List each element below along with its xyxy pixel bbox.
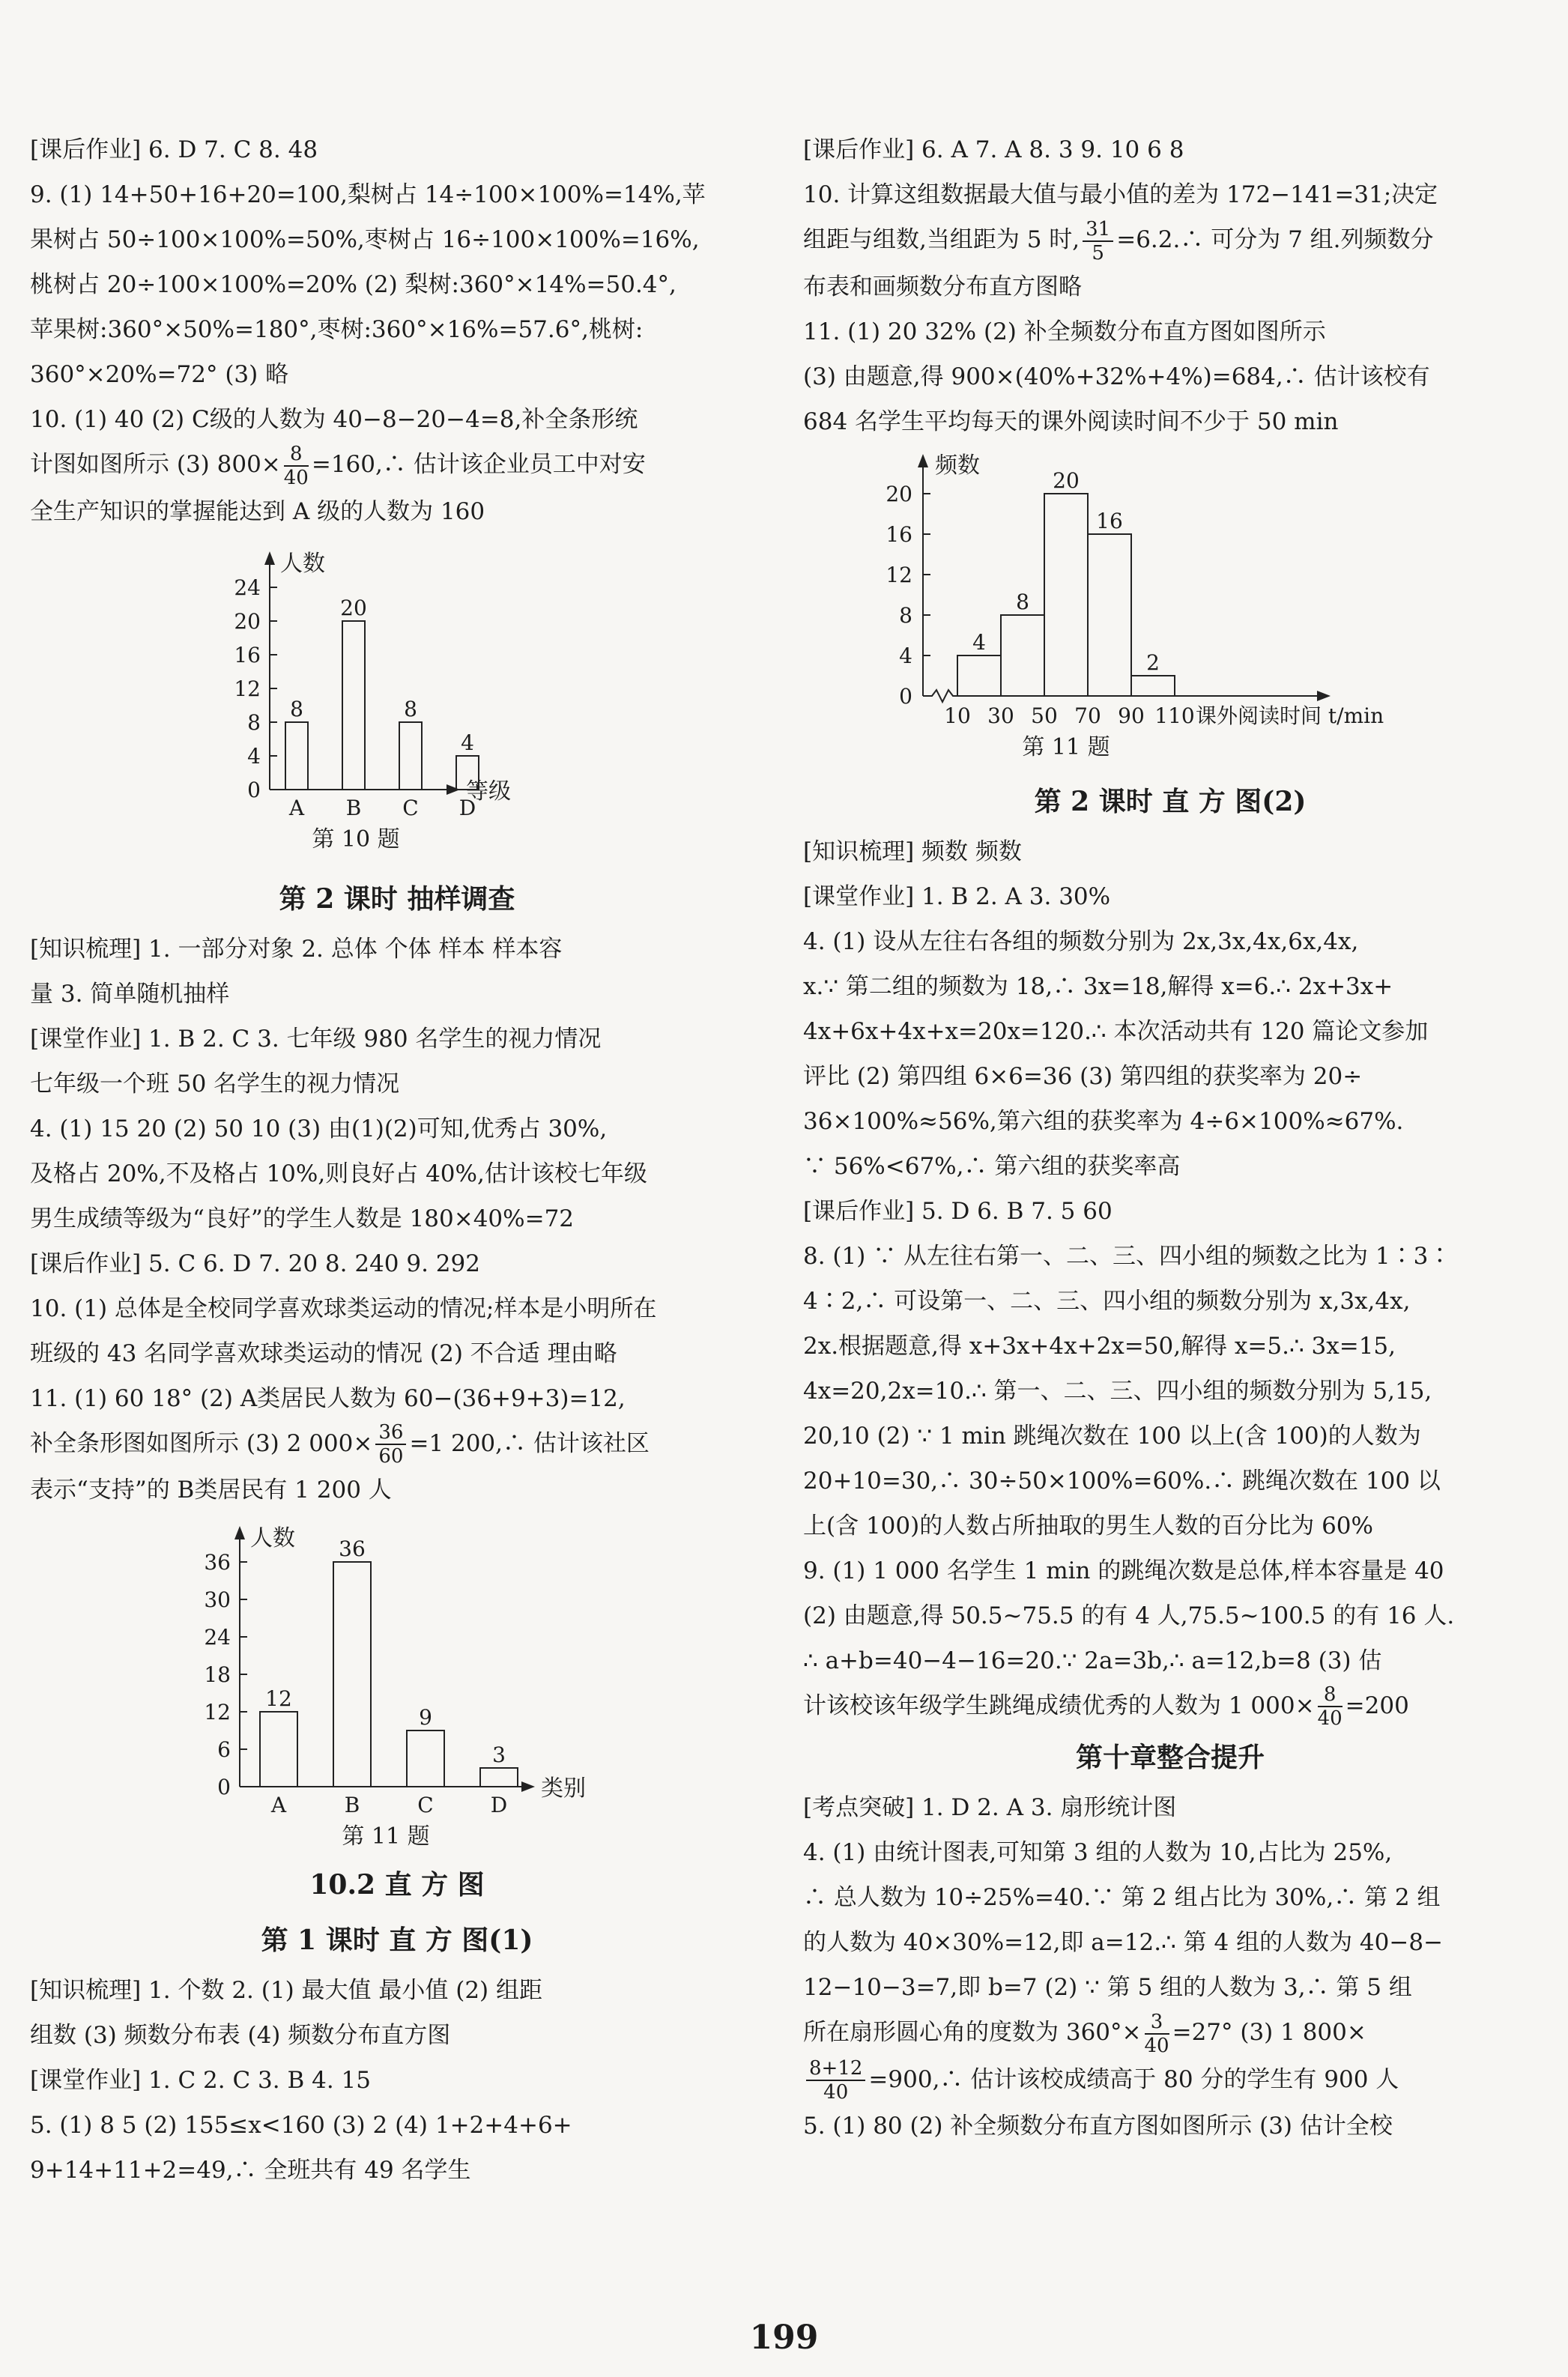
section-heading: 第 1 课时 直 方 图(1) [261, 1925, 533, 1956]
answer-line: 的人数为 40×30%=12,即 a=12.∴ 第 4 组的人数为 40−8− [803, 1929, 1444, 1956]
answer-line: [课后作业] 5. C 6. D 7. 20 8. 240 9. 292 [30, 1250, 480, 1277]
bar-value-label: 20 [340, 595, 367, 620]
answer-line: 上(含 100)的人数占所抽取的男生人数的百分比为 60% [803, 1512, 1373, 1539]
x-tick-label: 70 [1074, 703, 1101, 728]
answer-line: 七年级一个班 50 名学生的视力情况 [30, 1070, 400, 1097]
y-axis-label: 人数 [280, 550, 325, 577]
left-column [30, 127, 764, 2193]
answer-line: 量 3. 简单随机抽样 [30, 980, 230, 1008]
answer-line: [知识梳理] 频数 频数 [803, 838, 1022, 865]
section-heading: 第 2 课时 抽样调查 [279, 882, 515, 915]
y-tick-label: 16 [886, 521, 912, 547]
bar-value-label: 20 [1053, 467, 1080, 493]
answer-line: (3) 由题意,得 900×(40%+32%+4%)=684,∴ 估计该校有 [803, 363, 1430, 390]
bar [342, 621, 365, 790]
fraction: $\frac{3}{40}$ [1144, 2010, 1169, 2057]
bar-value-label: 16 [1096, 508, 1123, 533]
histogram-bar [1044, 494, 1088, 696]
answer-line: 10. (1) 40 (2) C级的人数为 40−8−20−4=8,补全条形统 [30, 406, 638, 433]
answer-line: 684 名学生平均每天的课外阅读时间不少于 50 min [803, 408, 1339, 435]
answer-line: 11. (1) 60 18° (2) A类居民人数为 60−(36+9+3)=12, [30, 1384, 626, 1412]
bar-value-label: 8 [290, 696, 303, 721]
y-tick-label: 12 [886, 562, 912, 587]
bar-value-label: 4 [461, 730, 474, 755]
answer-line: 20,10 (2) ∵ 1 min 跳绳次数在 100 以上(含 100)的人数为 [803, 1422, 1421, 1450]
answer-line: 4. (1) 由统计图表,可知第 3 组的人数为 10,占比为 25%, [803, 1839, 1393, 1866]
section-heading: 第十章整合提升 [1075, 1742, 1265, 1773]
answer-line: ∴ 总人数为 10÷25%=40.∵ 第 2 组占比为 30%,∴ 第 2 组 [803, 1884, 1441, 1911]
y-axis-arrow [918, 454, 928, 467]
y-tick-label: 18 [204, 1662, 231, 1687]
x-axis-arrow [1317, 691, 1331, 701]
bar [407, 1730, 444, 1787]
y-axis-label: 频数 [935, 452, 980, 479]
bar-chart-q10 [30, 539, 764, 868]
y-tick-label: 24 [234, 575, 261, 600]
answer-line: [课堂作业] 1. C 2. C 3. B 4. 15 [30, 2067, 371, 2094]
x-tick-label: D [490, 1793, 508, 1817]
y-axis-arrow [264, 551, 275, 565]
answer-line: 表示“支持”的 B类居民有 1 200 人 [30, 1477, 392, 1504]
section-heading: 第 2 课时 直 方 图(2) [1034, 785, 1307, 817]
x-tick-label: C [402, 795, 419, 820]
y-tick-label: 8 [899, 602, 912, 628]
x-axis-label: 类别 [541, 1775, 586, 1802]
bar [399, 722, 422, 790]
answer-line: 组距与组数,当组距为 5 时, $\frac{31}{5}$ =6.2.∴ 可分为 7 组.列频数分 [803, 217, 1434, 264]
answer-line: [课后作业] 5. D 6. B 7. 5 60 [803, 1197, 1113, 1225]
answer-line: 桃树占 20÷100×100%=20% (2) 梨树:360°×14%=50.4°, [30, 271, 676, 298]
answer-line: 组数 (3) 频数分布表 (4) 频数分布直方图 [30, 2022, 451, 2049]
bar-value-label: 12 [265, 1686, 292, 1711]
histogram-bar [1131, 676, 1175, 696]
answer-line: x.∵ 第二组的频数为 18,∴ 3x=18,解得 x=6.∴ 2x+3x+ [803, 972, 1393, 1000]
bar [333, 1562, 371, 1787]
bar [260, 1712, 297, 1787]
bar-chart-q11 [30, 1517, 764, 1854]
x-tick-label: 50 [1031, 703, 1058, 728]
x-tick-label: 110 [1154, 703, 1195, 728]
answer-line: (2) 由题意,得 50.5~75.5 的有 4 人,75.5~100.5 的有 16 人. [803, 1602, 1455, 1629]
histogram-bar [1088, 534, 1131, 696]
page-number: 199 [749, 2319, 819, 2357]
answer-line: 36×100%≈56%,第六组的获奖率为 4÷6×100%≈67%. [803, 1107, 1404, 1135]
y-tick-label: 12 [234, 676, 261, 701]
right-column [803, 127, 1537, 2149]
fraction: $\frac{8+12}{40}$ [806, 2057, 865, 2104]
answer-line: 评比 (2) 第四组 6×6=36 (3) 第四组的获奖率为 20÷ [803, 1062, 1363, 1090]
answer-line: 2x.根据题意,得 x+3x+4x+2x=50,解得 x=5.∴ 3x=15, [803, 1332, 1396, 1360]
bar-value-label: 3 [492, 1742, 506, 1767]
y-tick-label: 4 [899, 643, 912, 668]
y-axis-label: 人数 [250, 1525, 295, 1551]
y-tick-label: 20 [234, 608, 261, 634]
bar-value-label: 9 [419, 1705, 432, 1730]
answer-line: $\frac{8+12}{40}$ =900,∴ 估计该校成绩高于 80 分的学生有 900 人 [803, 2057, 1537, 2104]
answer-line: 5. (1) 8 5 (2) 155≤x<160 (3) 2 (4) 1+2+4+6+ [30, 2112, 572, 2139]
histogram-q11 [803, 449, 1537, 771]
answer-line: 4∶2,∴ 可设第一、二、三、四小组的频数分别为 x,3x,4x, [803, 1287, 1411, 1315]
answer-line: ∴ a+b=40−4−16=20.∵ 2a=3b,∴ a=12,b=8 (3) 估 [803, 1647, 1382, 1674]
answer-line: [知识梳理] 1. 个数 2. (1) 最大值 最小值 (2) 组距 [30, 1977, 542, 2004]
y-tick-label: 4 [247, 743, 261, 769]
fraction: $\frac{8}{40}$ [283, 442, 309, 489]
y-axis-arrow [234, 1526, 245, 1539]
y-tick-label: 24 [204, 1625, 231, 1650]
answer-line: 布表和画频数分布直方图略 [803, 273, 1082, 300]
answer-line: 20+10=30,∴ 30÷50×100%=60%.∴ 跳绳次数在 100 以 [803, 1467, 1441, 1495]
bar [480, 1768, 518, 1787]
chart-svg [803, 449, 1537, 771]
answer-line: 12−10−3=7,即 b=7 (2) ∵ 第 5 组的人数为 3,∴ 第 5 组 [803, 1974, 1412, 2001]
x-axis-arrow [521, 1781, 535, 1792]
y-tick-label: 20 [886, 481, 912, 506]
x-tick-label: 10 [944, 703, 971, 728]
chart-svg [30, 1517, 764, 1854]
answer-line: 补全条形图如图所示 (3) 2 000× $\frac{36}{60}$ =1 200,∴ 估计该社区 [30, 1421, 650, 1468]
answer-line: 10. (1) 总体是全校同学喜欢球类运动的情况;样本是小明所在 [30, 1295, 657, 1322]
answer-line: 4. (1) 15 20 (2) 50 10 (3) 由(1)(2)可知,优秀占 30%, [30, 1115, 608, 1142]
x-tick-label: C [417, 1793, 434, 1817]
section-heading: 10.2 直 方 图 [309, 1869, 485, 1901]
answer-line: [知识梳理] 1. 一部分对象 2. 总体 个体 样本 样本容 [30, 935, 563, 963]
y-tick-label: 0 [247, 777, 261, 802]
x-tick-label: D [458, 795, 476, 820]
histogram-bar [1001, 615, 1044, 696]
answer-line: 及格占 20%,不及格占 10%,则良好占 40%,估计该校七年级 [30, 1160, 647, 1187]
answer-line: [课堂作业] 1. B 2. C 3. 七年级 980 名学生的视力情况 [30, 1025, 602, 1053]
answer-line: [课后作业] 6. D 7. C 8. 48 [30, 136, 318, 163]
answer-line: 苹果树:360°×50%=180°,枣树:360°×16%=57.6°,桃树: [30, 316, 644, 343]
y-tick-label: 16 [234, 642, 261, 667]
answer-line: ∵ 56%<67%,∴ 第六组的获奖率高 [803, 1152, 1181, 1180]
answer-line: 班级的 43 名同学喜欢球类运动的情况 (2) 不合适 理由略 [30, 1339, 617, 1367]
chart-caption: 第 10 题 [312, 826, 400, 853]
x-tick-label: 30 [987, 703, 1014, 728]
fraction: $\frac{31}{5}$ [1083, 218, 1113, 264]
histogram-bar [957, 655, 1001, 696]
answer-line: 10. 计算这组数据最大值与最小值的差为 172−141=31;决定 [803, 181, 1438, 208]
chart-caption: 第 11 题 [342, 1823, 430, 1850]
x-axis-label: 等级 [466, 778, 511, 805]
answer-line: 9. (1) 14+50+16+20=100,梨树占 14÷100×100%=14%,苹 [30, 181, 706, 208]
answer-line: 所在扇形圆心角的度数为 360°× $\frac{3}{40}$ =27° (3) 1 800× [803, 2010, 1366, 2057]
chart-caption: 第 11 题 [1022, 733, 1110, 760]
bar-value-label: 36 [339, 1536, 366, 1561]
y-tick-label: 8 [247, 709, 261, 735]
bar-value-label: 4 [972, 629, 986, 655]
answer-line: 8. (1) ∵ 从左往右第一、二、三、四小组的频数之比为 1∶3∶ [803, 1242, 1452, 1270]
bar-value-label: 8 [1016, 589, 1029, 614]
answer-line: 全生产知识的掌握能达到 A 级的人数为 160 [30, 497, 485, 525]
y-tick-label: 12 [204, 1700, 231, 1725]
bar [285, 722, 308, 790]
y-tick-label: 0 [899, 683, 912, 709]
fraction: $\frac{8}{40}$ [1317, 1683, 1343, 1730]
answer-line: 计图如图所示 (3) 800× $\frac{8}{40}$ =160,∴ 估计该企业员工中对安 [30, 442, 646, 489]
x-tick-label: A [288, 795, 305, 820]
answer-line: 计该校该年级学生跳绳成绩优秀的人数为 1 000× $\frac{8}{40}$ =200 [803, 1683, 1409, 1730]
y-tick-label: 0 [217, 1775, 231, 1799]
answer-line: [考点突破] 1. D 2. A 3. 扇形统计图 [803, 1794, 1177, 1821]
answer-line: 5. (1) 80 (2) 补全频数分布直方图如图所示 (3) 估计全校 [803, 2113, 1393, 2140]
answer-line: [课堂作业] 1. B 2. A 3. 30% [803, 882, 1111, 910]
answer-line: 男生成绩等级为“良好”的学生人数是 180×40%=72 [30, 1205, 575, 1232]
chart-svg [30, 539, 764, 868]
answer-line: 4. (1) 设从左往右各组的频数分别为 2x,3x,4x,6x,4x, [803, 927, 1359, 955]
answer-line: 4x+6x+4x+x=20x=120.∴ 本次活动共有 120 篇论文参加 [803, 1017, 1429, 1045]
bar-value-label: 8 [404, 696, 417, 721]
answer-line: [课后作业] 6. A 7. A 8. 3 9. 10 6 8 [803, 136, 1184, 163]
answer-line: 9. (1) 1 000 名学生 1 min 的跳绳次数是总体,样本容量是 40 [803, 1557, 1444, 1584]
answer-line: 9+14+11+2=49,∴ 全班共有 49 名学生 [30, 2157, 471, 2184]
fraction: $\frac{36}{60}$ [375, 1421, 406, 1468]
y-tick-label: 6 [217, 1737, 231, 1762]
x-tick-label: A [270, 1793, 287, 1817]
x-axis-label: 课外阅读时间 t/min [1196, 703, 1384, 728]
answer-line: 4x=20,2x=10.∴ 第一、二、三、四小组的频数分别为 5,15, [803, 1377, 1432, 1405]
y-tick-label: 36 [204, 1550, 231, 1575]
x-tick-label: B [345, 795, 362, 820]
answer-line: 果树占 50÷100×100%=50%,枣树占 16÷100×100%=16%, [30, 226, 700, 253]
y-tick-label: 30 [204, 1587, 231, 1612]
answer-line: 11. (1) 20 32% (2) 补全频数分布直方图如图所示 [803, 318, 1326, 345]
bar-value-label: 2 [1146, 649, 1160, 675]
x-tick-label: 90 [1118, 703, 1145, 728]
answer-line: 360°×20%=72° (3) 略 [30, 361, 289, 388]
x-tick-label: B [344, 1793, 360, 1817]
